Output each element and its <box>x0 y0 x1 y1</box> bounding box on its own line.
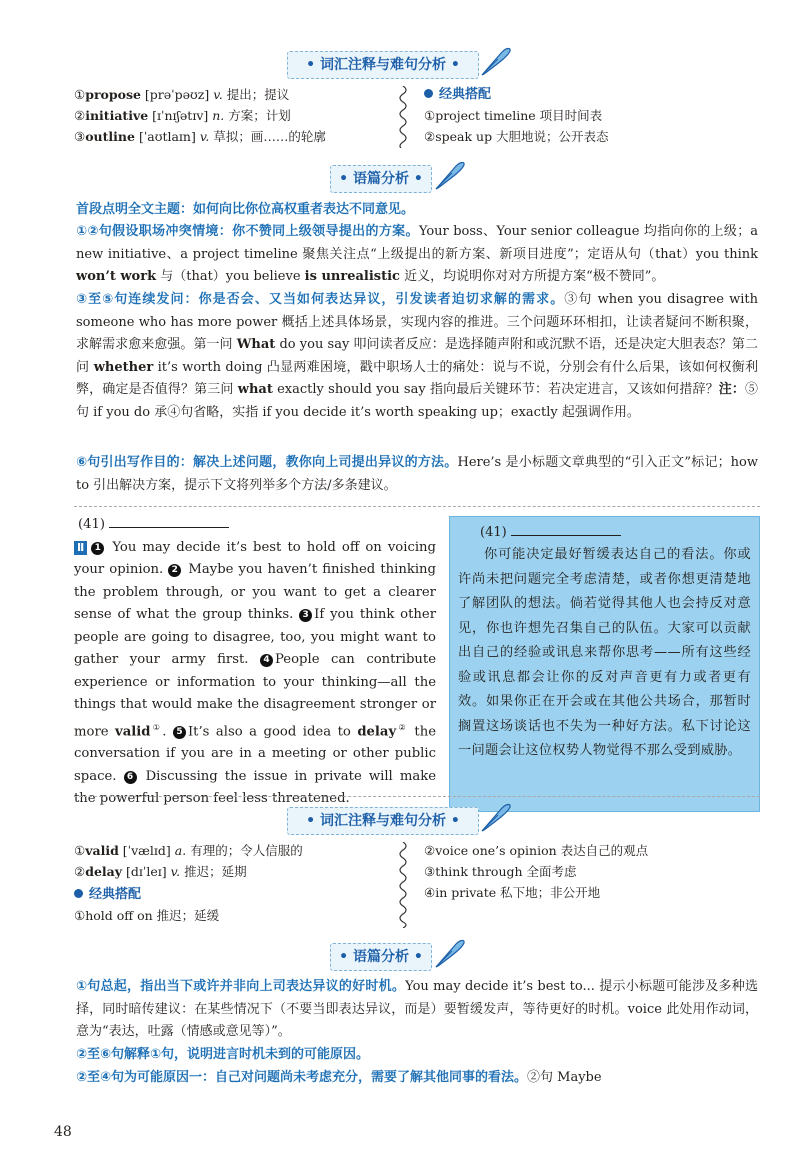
vocab-entry: ②delay [dɪˈleɪ] v. 推迟；延期 <box>74 864 247 879</box>
sentence-number-icon: 5 <box>173 726 186 739</box>
analysis-paragraph: ①句总起，指出当下或许并非向上司表达异议的好时机。You may decide it’s best to... 提示小标题可能涉及多种选择，同时暗传建议：在某些情况下（不要当即表达异议，而是）要暂缓发声，等待更好的时机。voice 此处用作动词，意为“表达，吐露（情感或意见等）”。 <box>76 979 758 1039</box>
note-item: ③think through 全面考虑 <box>424 864 577 879</box>
collocation-title: 经典搭配 <box>74 884 394 905</box>
translation-box <box>449 516 760 812</box>
squiggle-divider-icon <box>396 842 410 928</box>
translation-text: 你可能决定最好暂缓表达自己的看法。你或许尚未把问题完全考虑清楚，或者你想更清楚地了解团队的想法。倘若觉得其他人也会持反对意见，你也许想先召集自己的队伍。大家可以贡献出自己的经验或讯息来帮你思考——所有这些经验或讯息都会让你的反对声音更有力或者更有效。如果你正在开会或在其他公共场合，那暂时搁置这场谈话也不失为一种好方法。私下讨论这一问题会让这位权势人物觉得不那么受到威胁。 <box>458 547 751 758</box>
quill-pen-icon <box>478 800 512 834</box>
passage-blank: (41) <box>78 514 436 537</box>
vocab-entry: ①propose [prəˈpəʊz] v. 提出；提议 <box>74 87 290 102</box>
section-banner-vocab: • 词汇注释与难句分析 • <box>287 807 479 835</box>
analysis-paragraph: ②至④句为可能原因一：自己对问题尚未考虑充分，需要了解其他同事的看法。②句 Maybe <box>76 1070 602 1085</box>
section-banner-discourse: • 语篇分析 • <box>330 165 432 193</box>
translation-blank: (41) <box>480 523 751 543</box>
analysis-paragraph: ②至⑥句解释①句，说明进言时机未到的可能原因。 <box>76 1047 370 1062</box>
vocab-list-2 <box>74 840 394 926</box>
sentence-number-icon: 3 <box>299 609 312 622</box>
note-list-2 <box>424 840 754 903</box>
note-item: ②voice one’s opinion 表达自己的观点 <box>424 843 649 858</box>
section-banner-vocab: • 词汇注释与难句分析 • <box>287 51 479 79</box>
bullet-dot-icon <box>424 89 433 98</box>
vocab-entry: ①valid [ˈvælɪd] a. 有理的；令人信服的 <box>74 843 303 858</box>
squiggle-divider-icon <box>396 86 410 148</box>
sentence-number-icon: 1 <box>91 542 104 555</box>
analysis-paragraph: ⑥句引出写作目的：解决上述问题，教你向上司提出异议的方法。Here’s 是小标题文章典型的“引入正文”标记；how to 引出解决方案，提示下文将列举多个方法/多条建议。 <box>76 455 758 493</box>
vocab-list-1 <box>74 84 394 147</box>
note-item: ④in private 私下地；非公开地 <box>424 885 601 900</box>
page-number: 48 <box>54 1124 72 1140</box>
sentence-number-icon: 2 <box>168 564 181 577</box>
collocation-item: ①project timeline 项目时间表 <box>424 108 603 123</box>
vocab-entry: ③outline [ˈaʊtlaɪn] v. 草拟；画……的轮廓 <box>74 129 326 144</box>
vocab-entry: ②initiative [ɪˈnɪʃətɪv] n. 方案；计划 <box>74 108 291 123</box>
collocation-list-1 <box>424 84 754 147</box>
collocation-title: 经典搭配 <box>424 84 754 105</box>
analysis-paragraph: ③至⑤句连续发问：你是否会、又当如何表达异议，引发读者迫切求解的需求。③句 when you disagree with someone who has more power 概括上述具体场景，实现内容的推进。三个问题环环相扣，让读者疑问不断积聚，求解需求愈来愈强。第一问 What do you say 叩问读者反应：是选择随声附和或沉默不语，还是决定大胆表态？第二问 whether it’s worth doing 凸显两难困境，戳中职场人士的痛处：说与不说，分别会有什么后果，该如何权衡利弊，确定是否值得？第三问 what exactly should you say 指向最后关键环节：若决定进言，又该如何措辞？注：⑤句 if you do 承④句省略，实指 if you decide it’s worth speaking up；exactly 起强调作用。 <box>76 292 758 420</box>
analysis-paragraph: ①②句假设职场冲突情境：你不赞同上级领导提出的方案。Your boss、Your senior colleague 均指向你的上级；a new initiative、a project timeline 聚焦关注点“上级提出的新方案、新项目进度”；定语从句（that）you think won’t work 与（that）you believe is unrealistic 近义，均说明你对对方所提方案“极不赞同”。 <box>76 224 758 284</box>
sentence-number-icon: 4 <box>260 654 273 667</box>
analysis-paragraph: 首段点明全文主题：如何向比你位高权重者表达不同意见。 <box>76 202 415 217</box>
quill-pen-icon <box>432 936 466 970</box>
collocation-item: ②speak up 大胆地说；公开表态 <box>424 129 609 144</box>
collocation-item: ①hold off on 推迟；延缓 <box>74 908 220 923</box>
divider-line <box>74 796 760 797</box>
sentence-number-icon: 6 <box>124 771 137 784</box>
quill-pen-icon <box>432 158 466 192</box>
quill-pen-icon <box>478 44 512 78</box>
english-passage: (41) Ⅱ 1 You may decide it’s best to hold off on voicing your opinion. 2 Maybe you haven’t finished thinking the problem through, or you want to get a clearer sense of what the group thinks. 3 If you think other people are going to disagree, too, you might want to gather your army first. 4 People can contribute experience or information to your thinking—all the things that would make the disagreement stronger or more valid①. 5 It’s also a good idea to delay② the conversation if you are in a meeting or other public space. 6 Discussing the issue in private will make the powerful person feel less threatened. <box>74 514 436 811</box>
bullet-dot-icon <box>74 889 83 898</box>
section-banner-discourse: • 语篇分析 • <box>330 943 432 971</box>
divider-line <box>74 506 760 507</box>
section-tag: Ⅱ <box>74 541 87 555</box>
